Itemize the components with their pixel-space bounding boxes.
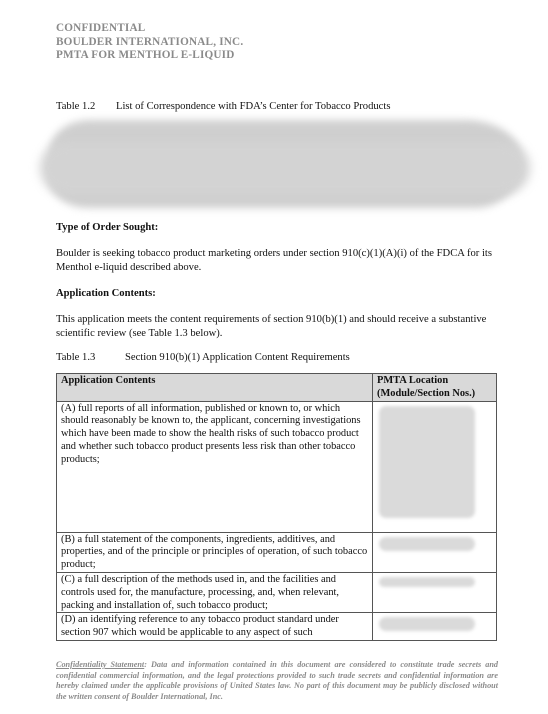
table-1-2-label: Table 1.2 (56, 101, 96, 112)
application-heading: Application Contents: (56, 288, 156, 299)
confidentiality-statement (56, 660, 498, 702)
table-1-3-label: Table 1.3 (56, 352, 96, 363)
application-body: This application meets the content requirements of section 910(b)(1) and should receive a substantive scientific review (see Table 1.3 below). (56, 314, 487, 339)
row-a-location (373, 401, 497, 532)
table-1-3-caption (56, 352, 350, 363)
requirements-table (56, 373, 497, 641)
redacted-cell (379, 577, 475, 587)
redacted-cell (379, 537, 475, 551)
row-d-text: (D) an identifying reference to any tobacco product standard under section 907 which would be applicable to any aspect of such (57, 613, 373, 641)
header-product: PMTA FOR MENTHOL E-LIQUID (56, 49, 235, 61)
table-header-row (57, 374, 497, 402)
table-1-3-title: Section 910(b)(1) Application Content Requirements (125, 352, 350, 363)
row-b-location (373, 532, 497, 572)
row-b-text: (B) a full statement of the components, ingredients, additives, and properties, and of the principle or principles of operation, of such tobacco product; (57, 532, 373, 572)
row-c-location (373, 572, 497, 612)
table-1-2-caption (56, 101, 391, 112)
table-1-2-title: List of Correspondence with FDA’s Center for Tobacco Products (116, 101, 391, 112)
redacted-cell (379, 406, 475, 518)
row-d-location (373, 613, 497, 641)
table-row (57, 613, 497, 641)
column-header-location: PMTA Location (Module/Section Nos.) (373, 374, 497, 402)
order-body: Boulder is seeking tobacco product marketing orders under section 910(c)(1)(A)(i) of the FDCA for its Menthol e-liquid described above. (56, 248, 492, 273)
table-row (57, 401, 497, 532)
row-c-text: (C) a full description of the methods used in, and the facilities and controls used for, the manufacture, processing, and, when relevant, packing and installation of, such tobacco product; (57, 572, 373, 612)
document-header (56, 22, 243, 63)
redacted-region-overlay (40, 142, 530, 194)
confidentiality-body: : Data and information contained in this document are considered to constitute trade secrets and confidential commercial information, and the legal protections provided to such trade secrets and confidential information are hereby claimed under the applicable provisions of United States law. No part of this document may be publicly disclosed without the written consent of Boulder International, Inc. (56, 660, 499, 701)
row-a-text: (A) full reports of all information, published or known to, or which should reasonably be known to, the applicant, concerning investigations which have been made to show the health risks of such tobacco product and whether such tobacco product presents less risk than other tobacco products; (57, 401, 373, 532)
order-heading: Type of Order Sought: (56, 222, 159, 233)
table-row (57, 572, 497, 612)
header-company: BOULDER INTERNATIONAL, INC. (56, 35, 244, 48)
redacted-cell (379, 617, 475, 631)
confidentiality-lead: Confidentiality Statement (56, 660, 145, 669)
table-row (57, 532, 497, 572)
column-header-contents: Application Contents (57, 374, 373, 402)
header-confidential: CONFIDENTIAL (56, 22, 146, 34)
